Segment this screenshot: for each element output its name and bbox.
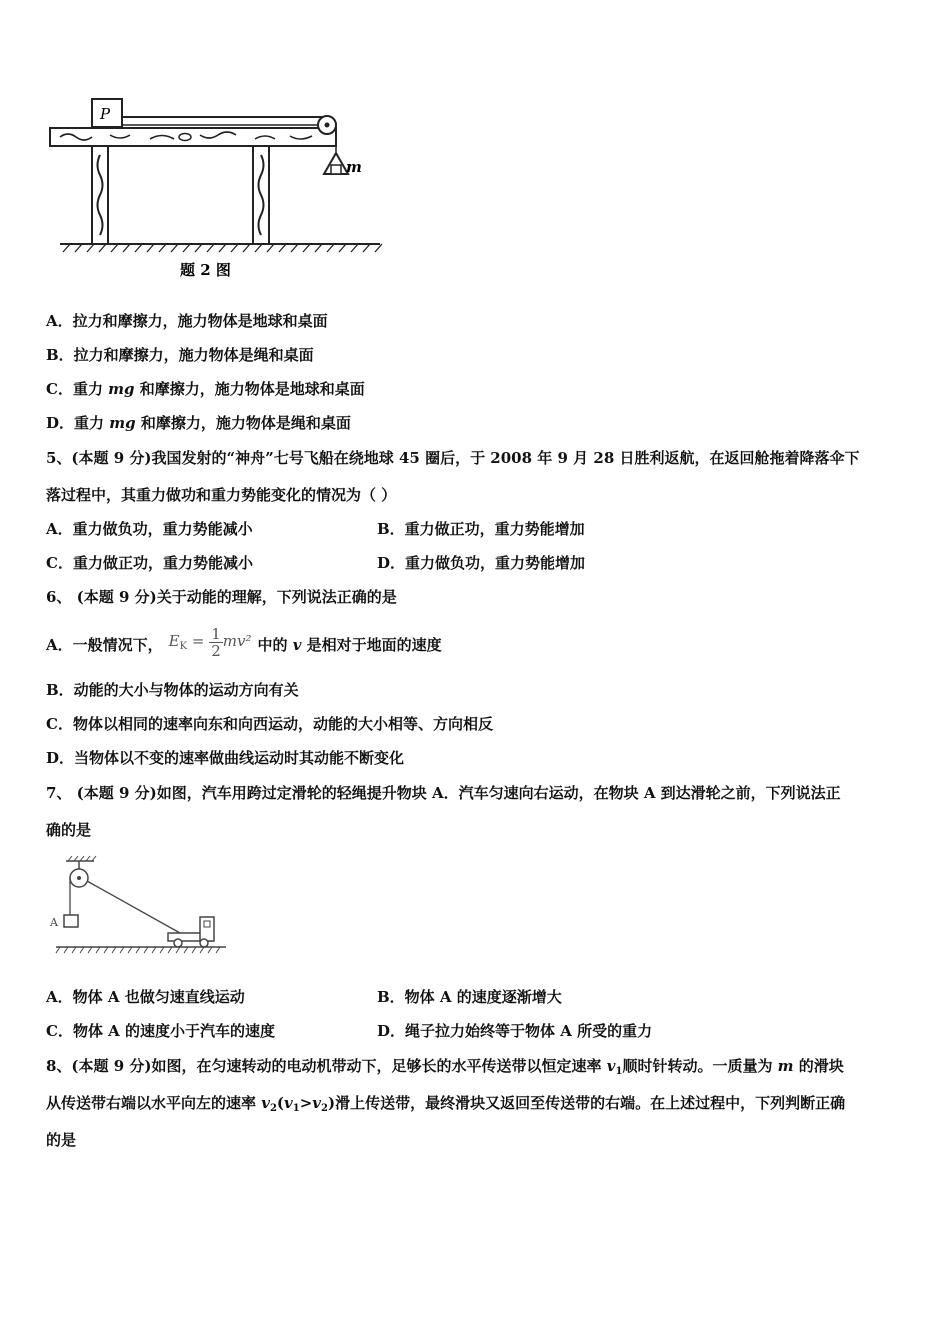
q5-option-b: B．重力做正功，重力势能增加 [377,520,585,538]
q8-stem-line1: 8、(本题 9 分)如图，在匀速转动的电动机带动下，足够长的水平传送带以恒定速率 $v_1$顺时针转动。一质量为 m 的滑块 [46,1057,844,1077]
q4-option-c: C．重力 mg 和摩擦力，施力物体是地球和桌面 [46,380,365,398]
q7-option-d: D．绳子拉力始终等于物体 A 所受的重力 [377,1022,653,1040]
q6-option-b: B．动能的大小与物体的运动方向有关 [46,681,299,699]
mass-label: m [346,158,362,176]
block-p-label: P [100,105,111,123]
kinetic-energy-formula: $E_K$ = $\frac{1}{2}$ mv² [168,624,252,660]
q8-stem-line2: 从传送带右端以水平向左的速率 $v_2(v_1>v_2)$滑上传送带，最终滑块又返回至传送带的右端。在上述过程中，下列判断正确 [46,1094,846,1114]
q7-option-c: C．物体 A 的速度小于汽车的速度 [46,1022,276,1040]
q7-option-a: A．物体 A 也做匀速直线运动 [46,988,245,1006]
q6-option-c: C．物体以相同的速率向东和向西运动，动能的大小相等、方向相反 [46,715,493,733]
table-pulley-figure [40,95,390,285]
q5-option-a: A．重力做负功，重力势能减小 [46,520,253,538]
q6-stem: 6、 (本题 9 分)关于动能的理解，下列说法正确的是 [46,588,397,606]
q5-option-d: D．重力做负功，重力势能增加 [377,554,586,572]
truck-pulley-figure [44,853,234,958]
q4-option-a: A．拉力和摩擦力，施力物体是地球和桌面 [46,312,328,330]
q5-stem-line1: 5、(本题 9 分)我国发射的“神舟”七号飞船在绕地球 45 圈后，于 2008 年 9 月 28 日胜利返航，在返回舱拖着降落伞下 [46,449,860,467]
q7-stem-line2: 确的是 [46,821,92,839]
block-a [64,915,78,927]
q6-option-a: A．一般情况下， $E_K$ = $\frac{1}{2}$ mv² 中的 v 是相对于地面的速度 [46,623,442,669]
q5-option-c: C．重力做正功，重力势能减小 [46,554,253,572]
q5-stem-line2: 落过程中，其重力做功和重力势能变化的情况为（ ） [46,486,397,504]
q6-option-d: D．当物体以不变的速率做曲线运动时其动能不断变化 [46,749,405,767]
q7-stem-line1: 7、 (本题 9 分)如图，汽车用跨过定滑轮的轻绳提升物块 A．汽车匀速向右运动，在物块 A 到达滑轮之前，下列说法正 [46,784,841,802]
q4-option-d: D．重力 mg 和摩擦力，施力物体是绳和桌面 [46,414,351,432]
q8-stem-line3: 的是 [46,1131,77,1149]
figure-caption: 题 2 图 [180,261,231,279]
block-a-label: A [50,916,58,929]
q7-option-b: B．物体 A 的速度逐渐增大 [377,988,562,1006]
q4-option-b: B．拉力和摩擦力，施力物体是绳和桌面 [46,346,314,364]
